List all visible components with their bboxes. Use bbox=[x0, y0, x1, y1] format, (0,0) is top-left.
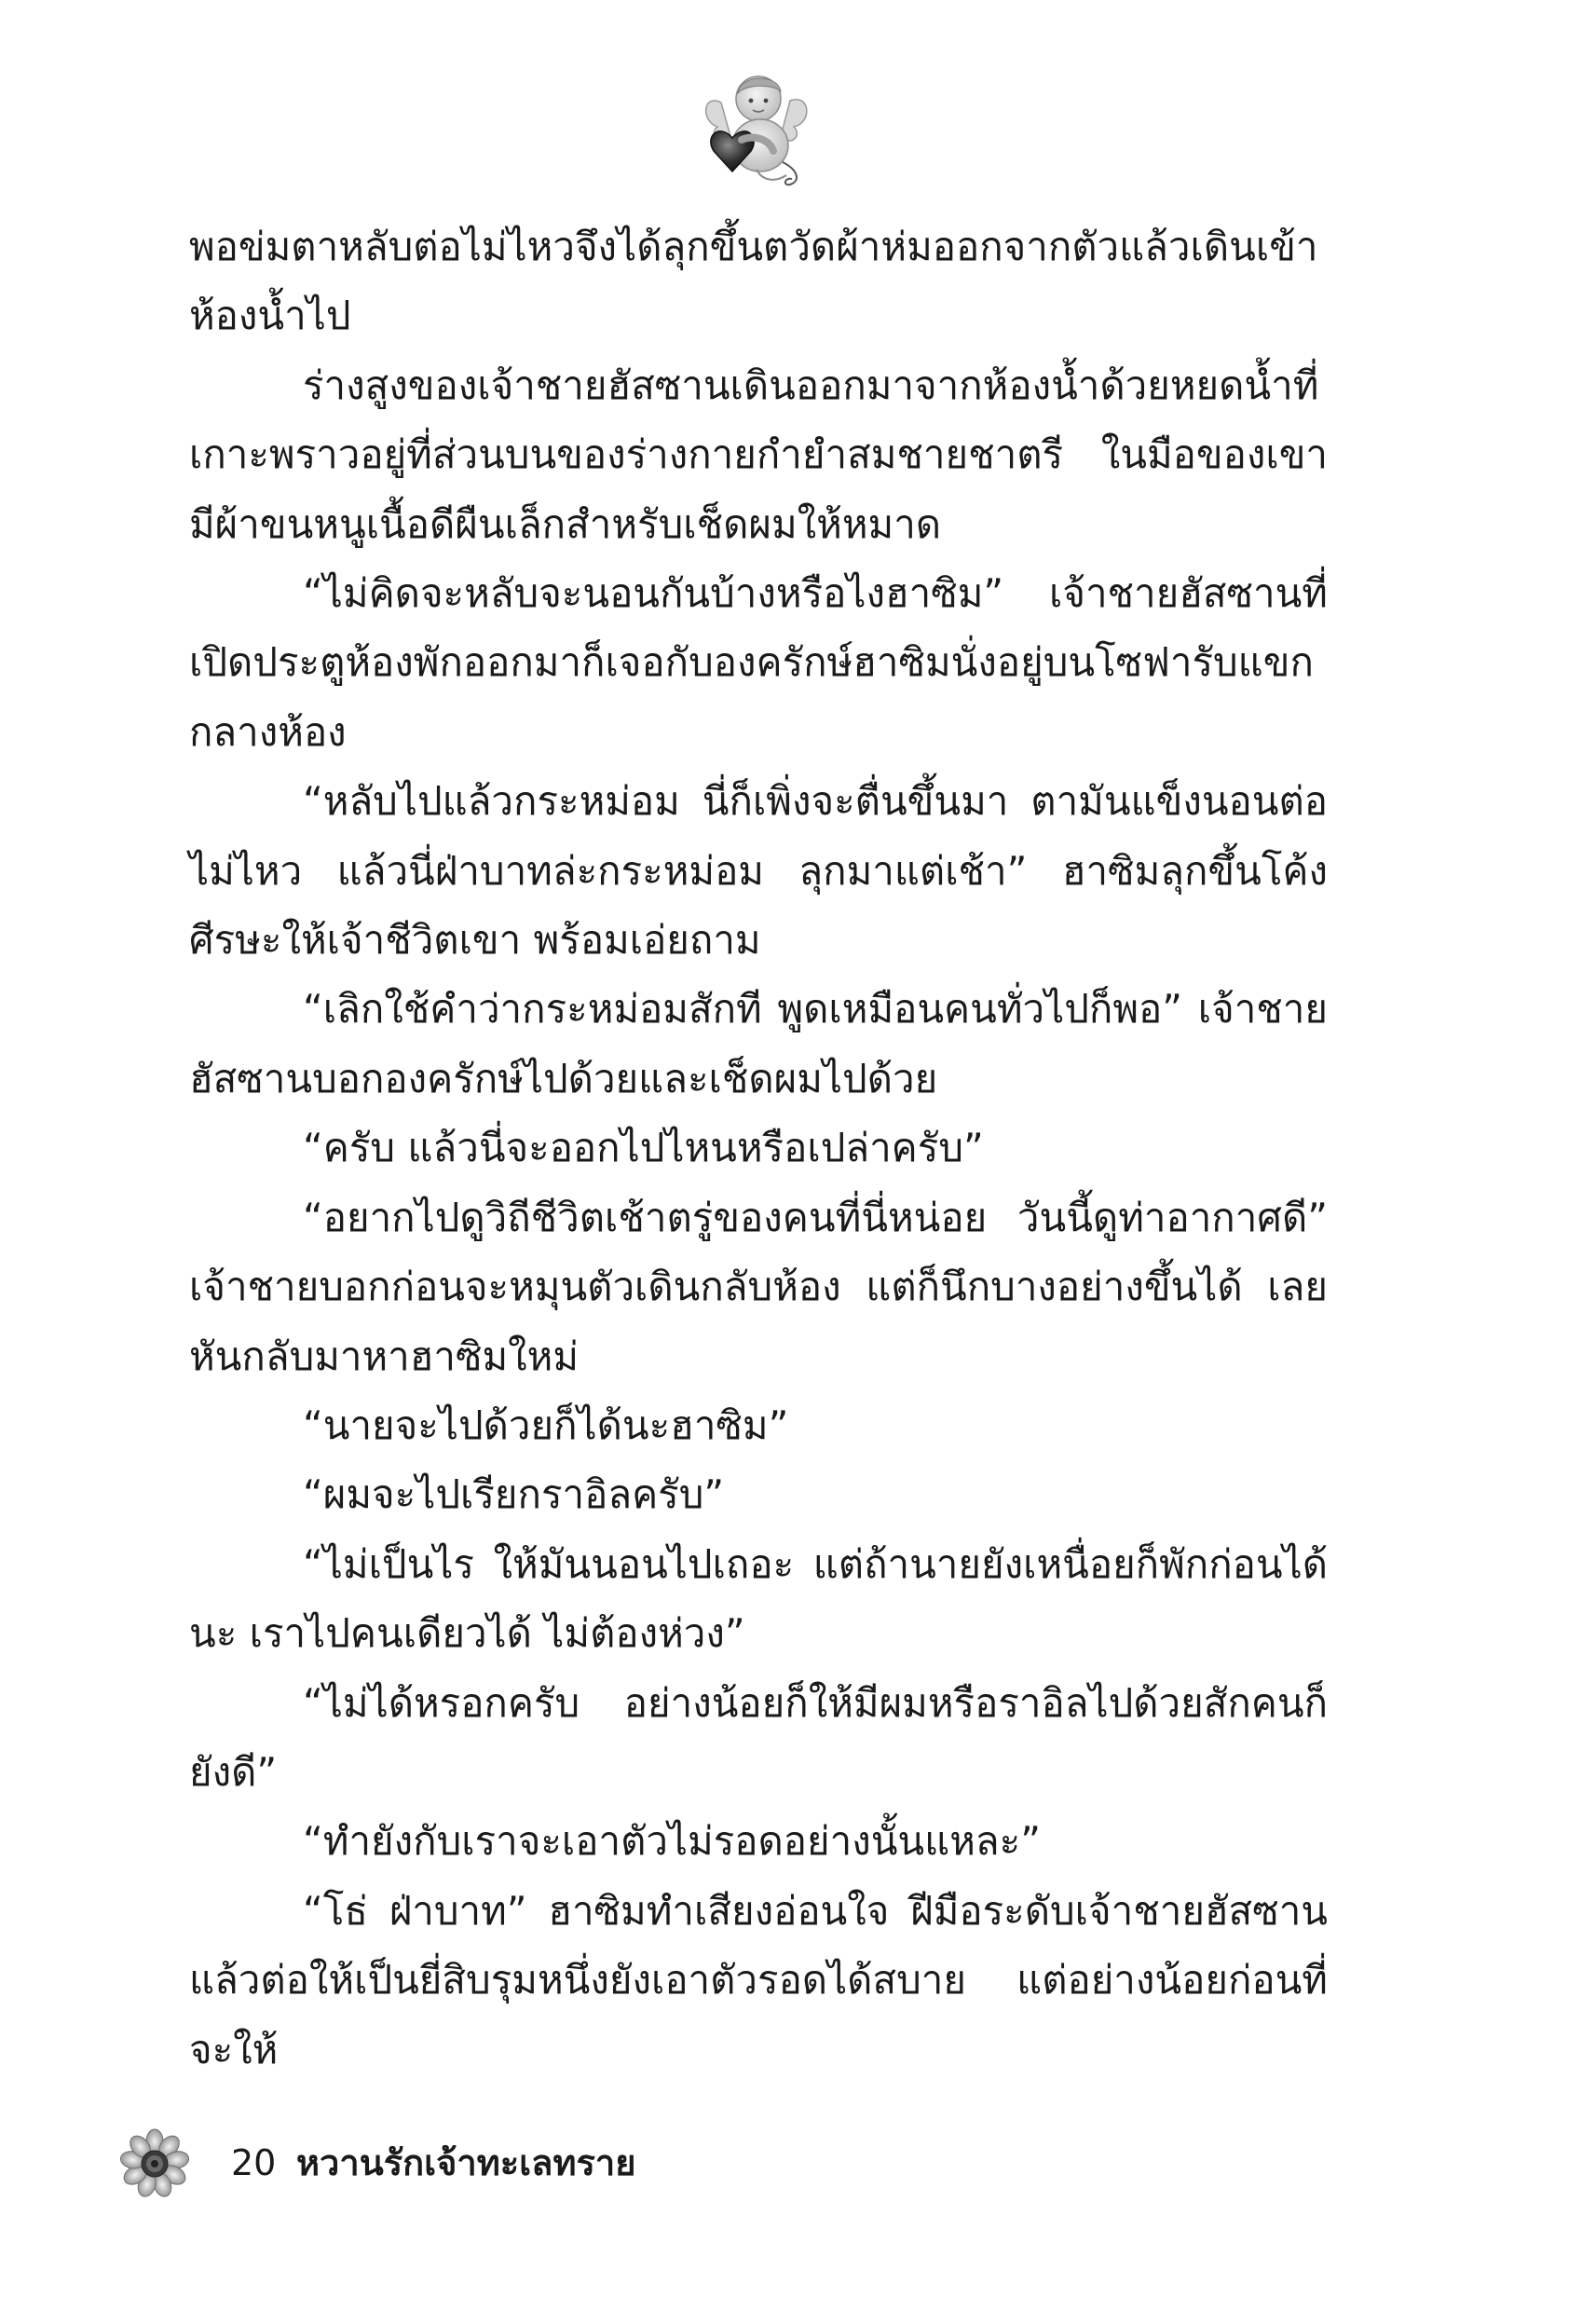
paragraph: “ผมจะไปเรียกราอิลครับ” bbox=[303, 1471, 725, 1518]
cupid-heart-icon bbox=[701, 65, 812, 191]
paragraph: ร่างสูงของเจ้าชายฮัสซานเดินออกมาจากห้องน้ำด้วยหยดน้ำที่เกาะพราวอยู่ที่ส่วนบนของร่างกายกำยำสมชายชาตรี ในมือของเขามีผ้าขนหนูเนื้อดีผืนเล็กสำหรับเช็ดผมให้หมาด bbox=[189, 362, 1328, 547]
paragraph: “ครับ แล้วนี่จะออกไปไหนหรือเปล่าครับ” bbox=[303, 1125, 984, 1171]
paragraph: “นายจะไปด้วยก็ได้นะฮาซิม” bbox=[303, 1402, 789, 1448]
paragraph: “หลับไปแล้วกระหม่อม นี่ก็เพิ่งจะตื่นขึ้นมา ตามันแข็งนอนต่อไม่ไหว แล้วนี่ฝ่าบาทล่ะกระหม่อม ลุกมาแต่เช้า” ฮาซิมลุกขึ้นโค้งศีรษะให้เจ้าชีวิตเขา พร้อมเอ่ยถาม bbox=[189, 778, 1328, 964]
paragraph: “โธ่ ฝ่าบาท” ฮาซิมทำเสียงอ่อนใจ ฝีมือระดับเจ้าชายฮัสซานแล้วต่อให้เป็นยี่สิบรุมหนึ่งยังเอาตัวรอดได้สบาย แต่อย่างน้อยก่อนที่จะให้ bbox=[189, 1887, 1328, 2072]
body-text bbox=[189, 212, 1328, 2085]
book-title: หวานรักเจ้าทะเลทราย bbox=[296, 2142, 636, 2183]
paragraph: พอข่มตาหลับต่อไม่ไหวจึงได้ลุกขึ้นตวัดผ้าห่มออกจากตัวแล้วเดินเข้าห้องน้ำไป bbox=[189, 224, 1318, 339]
page-number: 20 bbox=[231, 2142, 277, 2183]
paragraph: “เลิกใช้คำว่ากระหม่อมสักที พูดเหมือนคนทั่วไปก็พอ” เจ้าชายฮัสซานบอกองครักษ์ไปด้วยและเช็ดผมไปด้วย bbox=[189, 986, 1328, 1101]
paragraph: “ไม่คิดจะหลับจะนอนกันบ้างหรือไงฮาซิม” เจ้าชายฮัสซานที่เปิดประตูห้องพักออกมาก็เจอกับองครักษ์ฮาซิมนั่งอยู่บนโซฟารับแขกกลางห้อง bbox=[189, 570, 1328, 755]
paragraph: “ทำยังกับเราจะเอาตัวไม่รอดอย่างนั้นแหละ” bbox=[303, 1818, 1041, 1865]
paragraph: “อยากไปดูวิถีชีวิตเช้าตรู่ของคนที่นี่หน่อย วันนี้ดูท่าอากาศดี” เจ้าชายบอกก่อนจะหมุนตัวเดินกลับห้อง แต่ก็นึกบางอย่างขึ้นได้ เลยหันกลับมาหาฮาซิมใหม่ bbox=[189, 1194, 1328, 1379]
paragraph: “ไม่เป็นไร ให้มันนอนไปเถอะ แต่ถ้านายยังเหนื่อยก็พักก่อนได้นะ เราไปคนเดียวได้ ไม่ต้องห่วง” bbox=[189, 1540, 1328, 1657]
paragraph: “ไม่ได้หรอกครับ อย่างน้อยก็ให้มีผมหรือราอิลไปด้วยสักคนก็ยังดี” bbox=[189, 1679, 1328, 1795]
flower-rosette-icon bbox=[119, 2128, 190, 2199]
